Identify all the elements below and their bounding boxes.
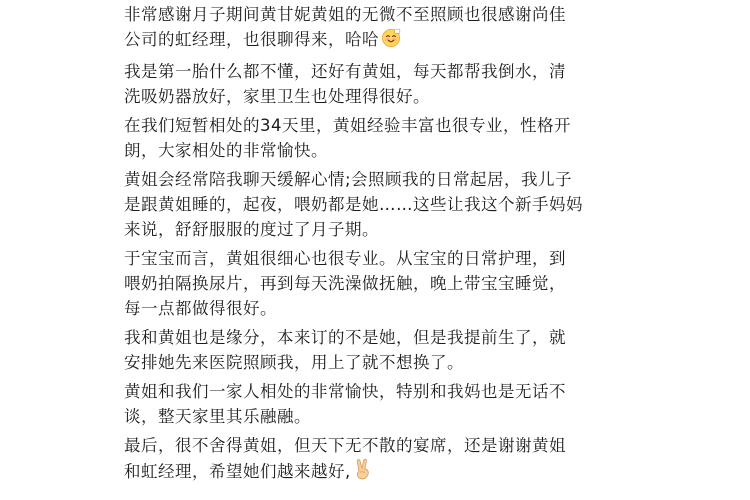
text-line	[124, 27, 624, 55]
paragraph-baby-care	[124, 246, 624, 321]
paragraph-first-baby	[124, 59, 624, 109]
text-line: 我是第一胎什么都不懂，还好有黄姐，每天都帮我倒水，清	[124, 62, 566, 81]
text-line: 非常感谢月子期间黄甘妮黄姐的无微不至照顾也很感谢尚佳	[124, 5, 566, 24]
text-line: 每一点都做得很好。	[124, 299, 277, 318]
text-line	[124, 458, 624, 487]
text-line-content: 公司的虹经理，也很聊得来，哈哈	[124, 30, 379, 49]
text-line: 安排她先来医院照顾我，用上了就不想换了。	[124, 353, 464, 372]
text-line: 黄姐会经常陪我聊天缓解心情;会照顾我的日常起居，我儿子	[124, 170, 573, 189]
text-line: 黄姐和我们一家人相处的非常愉快，特别和我妈也是无话不	[124, 382, 566, 401]
text-line: 在我们短暂相处的34天里，黄姐经验丰富也很专业，性格开	[124, 116, 571, 135]
paragraph-thanks	[124, 2, 624, 55]
text-line: 谈，整天家里其乐融融。	[124, 407, 311, 426]
paragraph-farewell	[124, 433, 624, 487]
victory-hand-emoji-icon	[353, 458, 373, 487]
text-line: 朗，大家相处的非常愉快。	[124, 141, 328, 160]
text-line: 是跟黄姐睡的，起夜，喂奶都是她……这些让我这个新手妈妈	[124, 195, 583, 214]
text-line: 最后，很不舍得黄姐，但天下无不散的宴席，还是谢谢黄姐	[124, 436, 566, 455]
paragraph-daily-care	[124, 167, 624, 242]
text-line: 来说，舒舒服服的度过了月子期。	[124, 220, 379, 239]
text-line: 于宝宝而言，黄姐很细心也很专业。从宝宝的日常护理，到	[124, 249, 566, 268]
paragraph-fate	[124, 325, 624, 375]
text-line: 喂奶拍隔换尿片，再到每天洗澡做抚触，晚上带宝宝睡觉，	[124, 274, 566, 293]
text-line: 我和黄姐也是缘分，本来订的不是她，但是我提前生了，就	[124, 328, 566, 347]
paragraph-34-days	[124, 113, 624, 163]
paragraph-family	[124, 379, 624, 429]
text-line: 洗吸奶器放好，家里卫生也处理得很好。	[124, 87, 430, 106]
smiling-face-emoji-icon	[381, 28, 401, 55]
review-post	[124, 2, 624, 491]
text-line-content: 和虹经理，希望她们越来越好,	[124, 462, 351, 481]
